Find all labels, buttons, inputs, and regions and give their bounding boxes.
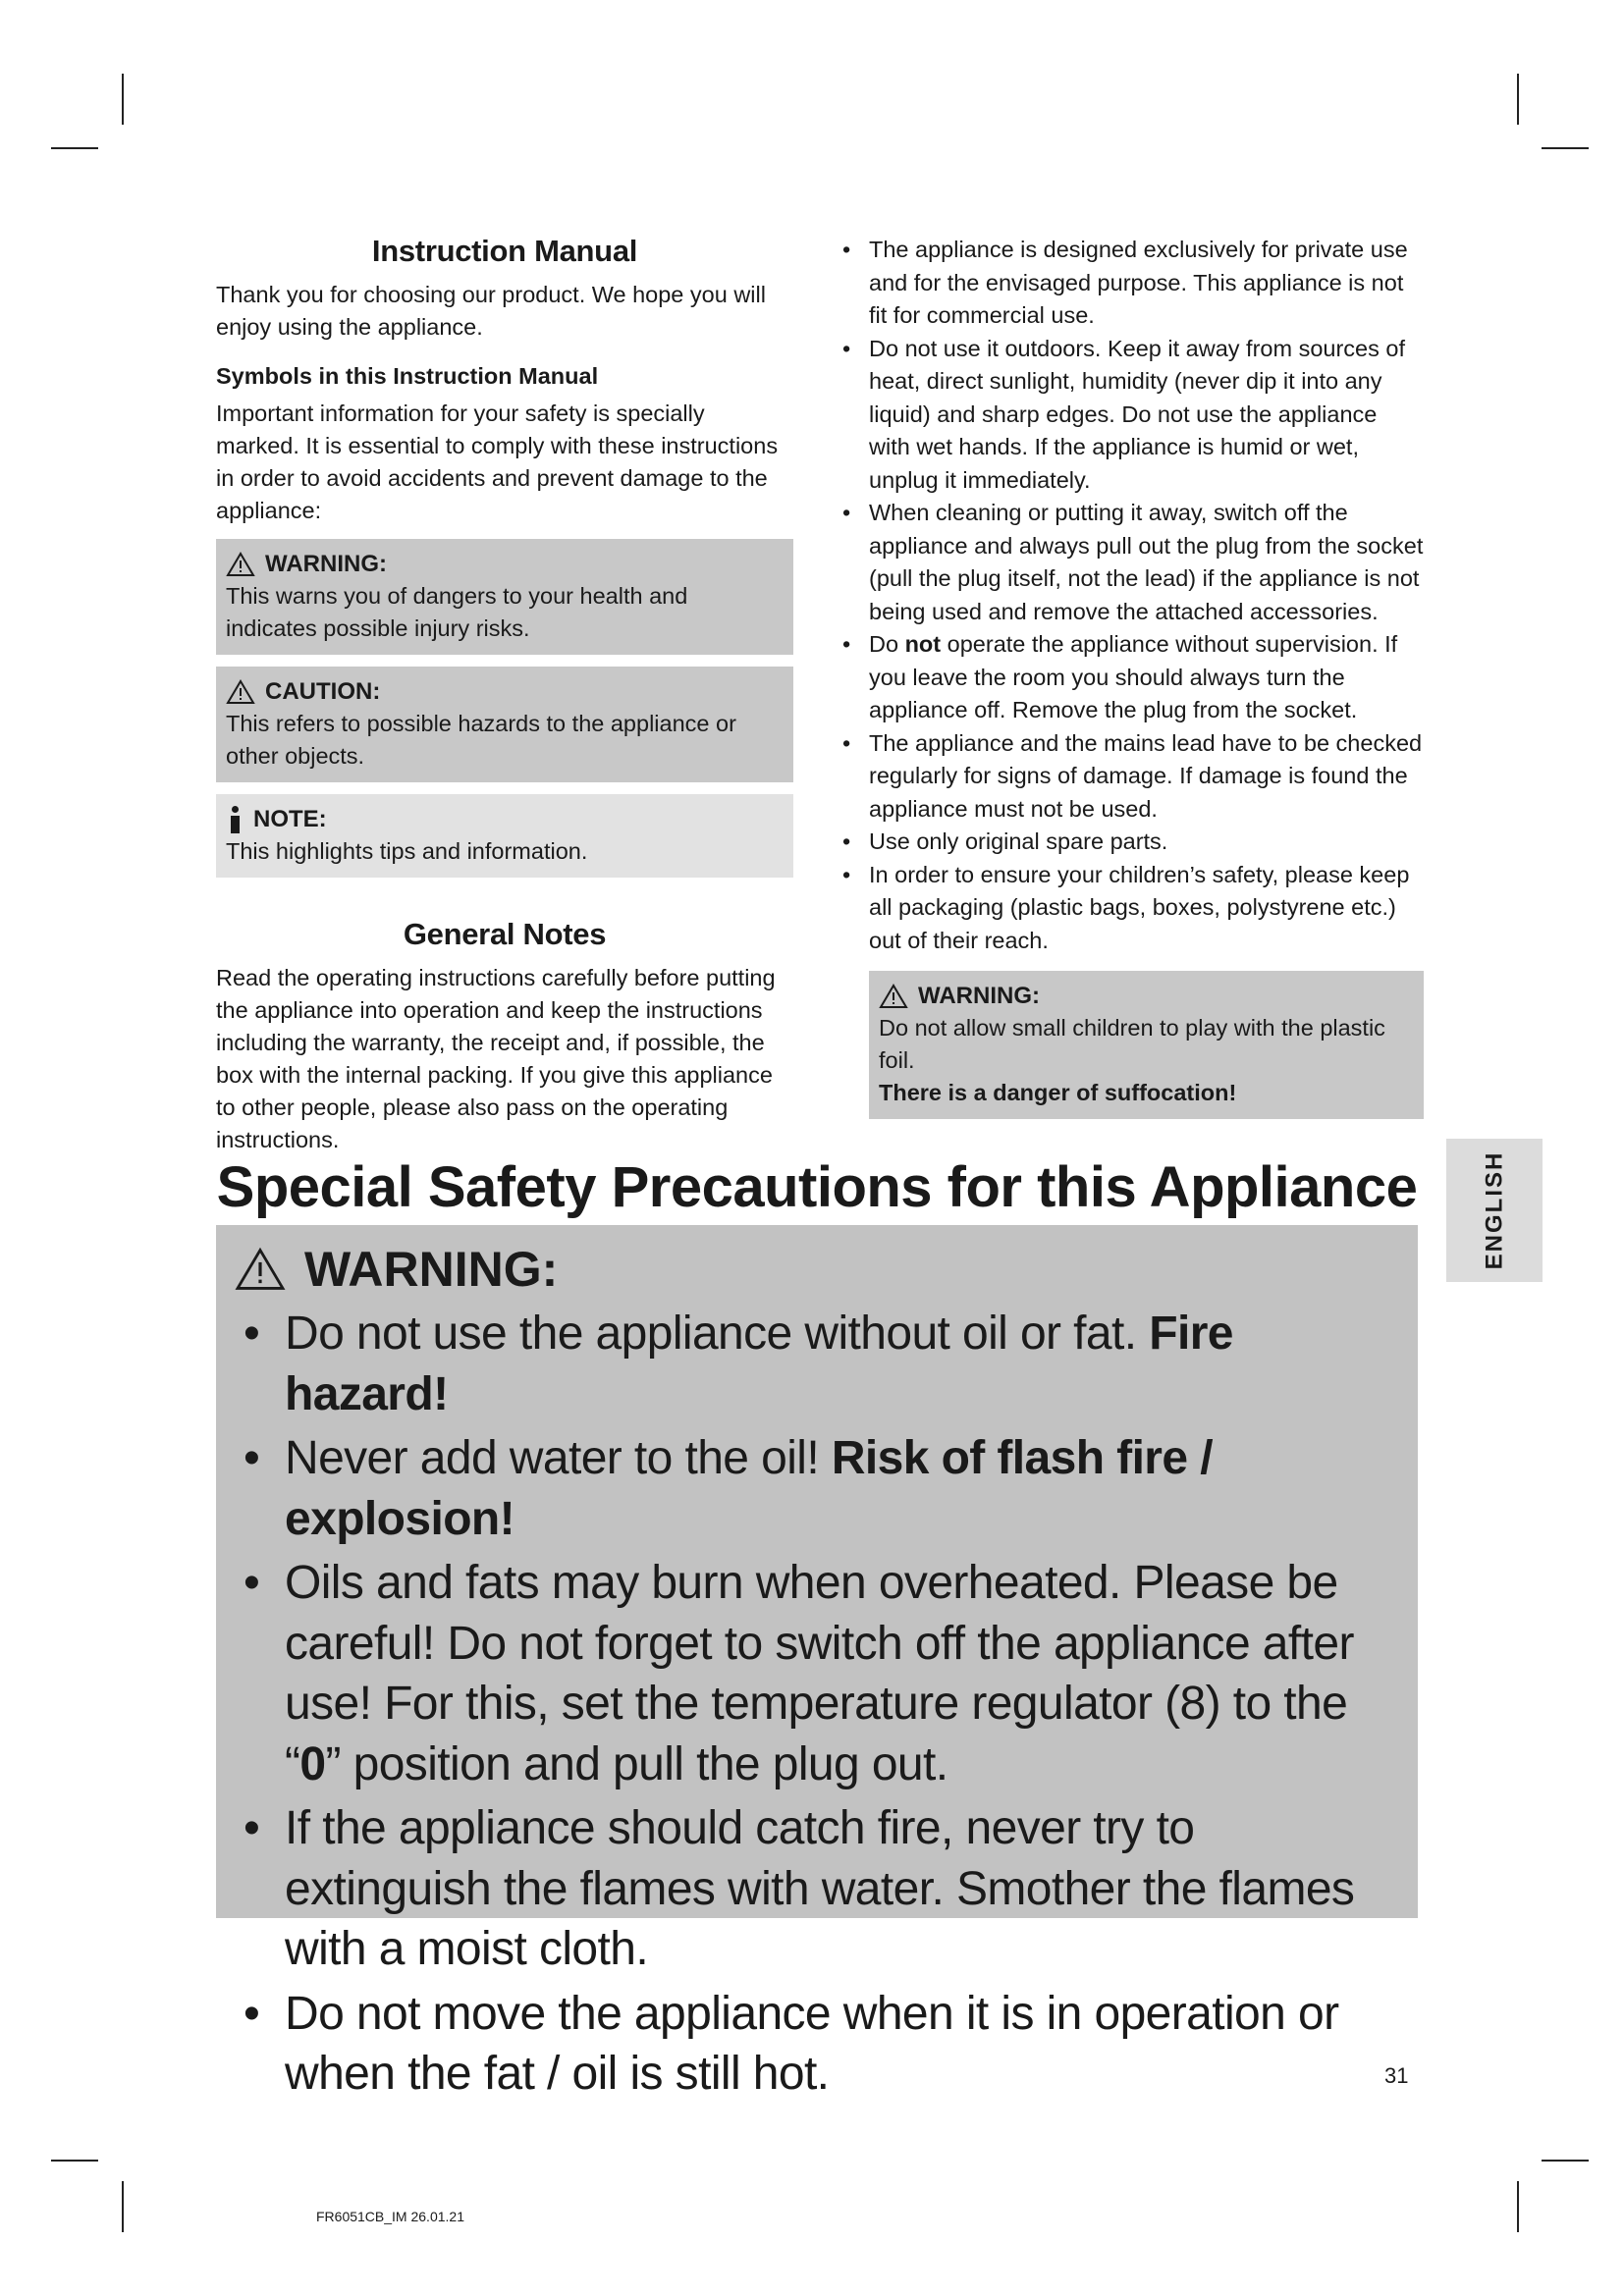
special-warning-list — [234, 1304, 1398, 2105]
warning-triangle-icon — [226, 552, 255, 577]
crop-mark — [51, 147, 98, 149]
children-warning-label: WARNING: — [918, 983, 1040, 1009]
suffocation-warning: There is a danger of suffocation! — [879, 1080, 1237, 1105]
warning-label: WARNING: — [265, 551, 387, 577]
special-warning-title — [234, 1235, 1398, 1304]
list-item: • In order to ensure your children’s safety, please keep all packaging (plastic bags, boxes, polystyrene etc.) out of their reach. — [835, 859, 1424, 958]
warning-box-title — [226, 549, 784, 580]
intro-text: Thank you for choosing our product. We hope you will enjoy using the appliance. — [216, 282, 766, 340]
warning-triangle-icon — [234, 1247, 287, 1292]
symbols-heading: Symbols in this Instruction Manual — [216, 363, 599, 389]
special-warning-label: WARNING: — [304, 1242, 559, 1297]
list-item: • The appliance is designed exclusively for private use and for the envisaged purpose. This appliance is not fit for commercial use. — [835, 234, 1424, 333]
list-item: • Oils and fats may burn when overheated. Please be careful! Do not forget to switch off the appliance after use! For this, set the temperature regulator (8) to the “0” position and pull the plug out. — [234, 1553, 1398, 1794]
children-warning-text: Do not allow small children to play with the plastic foil. — [879, 1015, 1385, 1073]
list-item: • Do not move the appliance when it is in operation or when the fat / oil is still hot. — [234, 1984, 1398, 2105]
note-box-title — [226, 804, 784, 835]
warning-text: This warns you of dangers to your health and indicates possible injury risks. — [226, 583, 688, 641]
manual-title: Instruction Manual — [371, 234, 638, 268]
children-warning-title — [879, 981, 1414, 1012]
list-item: • Do not use the appliance without oil or fat. Fire hazard! — [234, 1304, 1398, 1424]
symbols-text: Important information for your safety is specially marked. It is essential to comply with these instructions in order to avoid accidents and prevent damage to the appliance: — [216, 400, 779, 523]
footer-code: FR6051CB_IM 26.01.21 — [316, 2209, 464, 2224]
note-label: NOTE: — [253, 806, 327, 832]
right-column — [835, 234, 1424, 1119]
crop-mark — [122, 74, 124, 125]
children-warning-box — [869, 971, 1424, 1119]
list-item: • Use only original spare parts. — [835, 826, 1424, 859]
caution-box-title — [226, 676, 784, 708]
list-item: • Do not operate the appliance without supervision. If you leave the room you should always turn the appliance off. Remove the plug from the socket. — [835, 628, 1424, 727]
caution-text: This refers to possible hazards to the appliance or other objects. — [226, 711, 736, 769]
note-text: This highlights tips and information. — [226, 838, 588, 864]
list-item: • The appliance and the mains lead have to be checked regularly for signs of damage. If damage is found the appliance must not be used. — [835, 727, 1424, 827]
crop-mark — [1542, 2160, 1589, 2162]
warning-triangle-icon — [879, 984, 908, 1009]
crop-mark — [122, 2181, 124, 2232]
list-item: • When cleaning or putting it away, switch off the appliance and always pull out the plug from the socket (pull the plug itself, not the lead) if the appliance is not being used and remove the attached accessories. — [835, 497, 1424, 628]
list-item: • Never add water to the oil! Risk of flash fire / explosion! — [234, 1428, 1398, 1549]
general-notes-heading: General Notes — [403, 917, 607, 951]
note-box — [216, 794, 793, 878]
list-item: • If the appliance should catch fire, never try to extinguish the flames with water. Smother the flames with a moist cloth. — [234, 1798, 1398, 1980]
info-icon — [226, 806, 244, 833]
crop-mark — [51, 2160, 98, 2162]
language-label: ENGLISH — [1481, 1150, 1507, 1270]
caution-label: CAUTION: — [265, 678, 381, 705]
page-number: 31 — [1384, 2063, 1409, 2088]
warning-triangle-icon — [226, 679, 255, 705]
caution-box — [216, 667, 793, 782]
left-column — [216, 234, 793, 1156]
safety-list — [835, 234, 1424, 957]
list-item: • Do not use it outdoors. Keep it away from sources of heat, direct sunlight, humidity (never dip it into any liquid) and sharp edges. Do not use the appliance with wet hands. If the appliance is humid or wet, unplug it immediately. — [835, 333, 1424, 498]
crop-mark — [1542, 147, 1589, 149]
language-tab — [1446, 1139, 1543, 1282]
general-notes-text: Read the operating instructions carefully before putting the appliance into operation and keep the instructions including the warranty, the receipt and, if possible, the box with the internal packing. If you give this appliance to other people, please also pass on the operating instructions. — [216, 965, 776, 1152]
crop-mark — [1517, 74, 1519, 125]
crop-mark — [1517, 2181, 1519, 2232]
special-safety-title: Special Safety Precautions for this Appliance — [216, 1155, 1418, 1219]
warning-box — [216, 539, 793, 655]
